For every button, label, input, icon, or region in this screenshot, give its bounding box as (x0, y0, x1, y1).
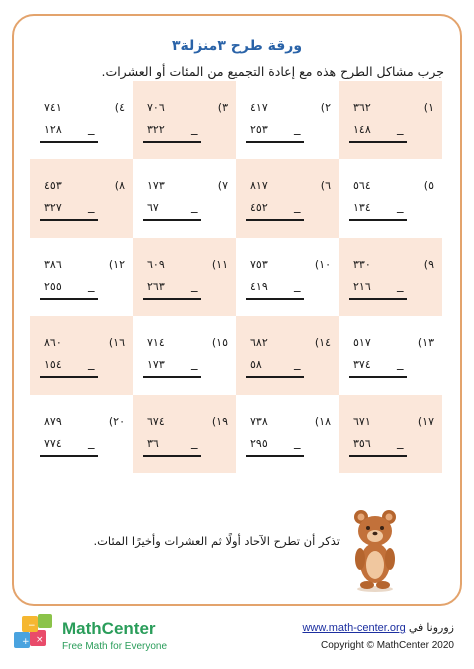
minuend: ٣٦٢ (353, 101, 371, 114)
minus-sign: _ (397, 434, 404, 450)
answer-line (349, 376, 407, 378)
problem-cell (133, 159, 236, 237)
answer-line (40, 376, 98, 378)
minus-sign: _ (191, 434, 198, 450)
problem-number: ١٩) (211, 414, 228, 428)
answer-line (246, 141, 304, 143)
answer-line (246, 298, 304, 300)
problem-cell (339, 316, 442, 394)
visit-line (302, 621, 454, 634)
problem-cell (30, 81, 133, 159)
minus-sign: _ (294, 121, 301, 136)
minus-sign: _ (397, 277, 404, 293)
subtrahend: ٢٥٣ (250, 123, 268, 136)
minus-sign: _ (397, 356, 404, 372)
problem-number: ١) (423, 101, 434, 114)
minuend: ٤١٧ (250, 101, 268, 114)
subtrahend: ٣٥٦ (353, 436, 371, 450)
minuend: ٦٠٩ (147, 257, 165, 271)
visit-label: زورونا في (408, 622, 454, 634)
minus-sign: _ (294, 277, 301, 293)
minuend: ٣٣٠ (353, 257, 371, 271)
site-link[interactable]: www.math-center.org (302, 622, 406, 634)
minus-sign: _ (88, 277, 95, 293)
problem-number: ١٧) (417, 414, 434, 428)
problem-cell (133, 81, 236, 159)
problem-cell (30, 395, 133, 473)
problem-cell (236, 81, 339, 159)
problem-number: ١٢) (108, 257, 125, 271)
copyright: Copyright © MathCenter 2020 (321, 640, 454, 651)
problem-cell (339, 395, 442, 473)
minuend: ٧٠٦ (147, 101, 165, 114)
problem-number: ١٨) (314, 414, 331, 428)
reminder-text: تذكر أن تطرح الآحاد أولًا ثم العشرات وأخيرًا المئات. (93, 534, 340, 548)
problem-number: ١١) (211, 257, 228, 271)
answer-line (40, 141, 98, 143)
subtrahend: ٧٧٤ (44, 436, 62, 450)
minuend: ٥٦٤ (353, 179, 371, 193)
problem-cell (236, 395, 339, 473)
brand-name: MathCenter (62, 619, 156, 638)
svg-text:+: + (22, 637, 30, 647)
minuend: ٧٣٨ (250, 414, 268, 428)
answer-line (246, 455, 304, 457)
minuend: ٥١٧ (353, 336, 371, 350)
problem-number: ٣) (217, 101, 228, 114)
subtrahend: ٦٧ (147, 201, 159, 215)
minus-sign: _ (88, 356, 95, 372)
problem-cell (339, 159, 442, 237)
answer-line (143, 141, 201, 143)
subtrahend: ٣٦ (147, 436, 159, 450)
minuend: ٦٧٤ (147, 414, 165, 428)
problem-number: ٢) (320, 101, 331, 114)
minus-sign: _ (397, 121, 404, 136)
subtrahend: ٤٥٢ (250, 201, 268, 215)
answer-line (143, 455, 201, 457)
answer-line (40, 219, 98, 221)
answer-line (349, 141, 407, 143)
problem-cell (133, 238, 236, 316)
subtrahend: ١٤٨ (353, 123, 371, 136)
answer-line (349, 219, 407, 221)
problem-cell (30, 238, 133, 316)
subtrahend: ٢١٦ (353, 279, 371, 293)
subtrahend: ٢٦٣ (147, 279, 165, 293)
answer-line (349, 455, 407, 457)
problem-cell (236, 238, 339, 316)
problem-cell (339, 81, 442, 159)
problem-cell (339, 238, 442, 316)
problem-number: ٤) (114, 101, 125, 114)
problem-cell (30, 159, 133, 237)
worksheet-instruction: جرب مشاكل الطرح هذه مع إعادة التجميع من المئات أو العشرات. (101, 64, 444, 79)
minus-sign: _ (397, 199, 404, 215)
minus-sign: _ (191, 356, 198, 372)
subtrahend: ١٣٤ (353, 201, 371, 215)
minus-sign: _ (294, 434, 301, 450)
subtrahend: ٥٨ (250, 358, 262, 372)
problem-number: ٩) (423, 257, 434, 271)
minus-sign: _ (88, 199, 95, 215)
subtrahend: ٢٥٥ (44, 279, 62, 293)
problem-cell (236, 159, 339, 237)
answer-line (143, 219, 201, 221)
problem-number: ٥) (423, 179, 434, 193)
minuend: ١٧٣ (147, 179, 165, 193)
minuend: ٦٨٢ (250, 336, 268, 350)
subtrahend: ٣٢٧ (44, 201, 62, 215)
subtrahend: ١٢٨ (44, 123, 62, 136)
problem-number: ٨) (114, 179, 125, 193)
subtrahend: ٣٢٢ (147, 123, 165, 136)
subtrahend: ٤١٩ (250, 279, 268, 293)
problem-number: ١٣) (417, 336, 434, 350)
minus-sign: _ (294, 356, 301, 372)
subtrahend: ٢٩٥ (250, 436, 268, 450)
subtrahend: ١٥٤ (44, 358, 62, 372)
minus-sign: _ (88, 121, 95, 136)
mathcenter-logo-icon (8, 612, 60, 662)
minuend: ٨٦٠ (44, 336, 62, 350)
svg-text:×: × (36, 635, 44, 645)
answer-line (143, 298, 201, 300)
minuend: ٦٧١ (353, 414, 371, 428)
minuend: ٧١٤ (147, 336, 165, 350)
minus-sign: _ (191, 277, 198, 293)
minuend: ٨٧٩ (44, 414, 62, 428)
minuend: ٨١٧ (250, 179, 268, 193)
problem-number: ٦) (320, 179, 331, 193)
minus-sign: _ (88, 434, 95, 450)
problem-cell (133, 316, 236, 394)
svg-text:−: − (28, 621, 36, 631)
answer-line (40, 298, 98, 300)
answer-line (40, 455, 98, 457)
problem-number: ٢٠) (108, 414, 125, 428)
problem-number: ١٦) (108, 336, 125, 350)
problem-cell (30, 316, 133, 394)
subtrahend: ٣٧٤ (353, 358, 371, 372)
subtrahend: ١٧٣ (147, 358, 165, 372)
answer-line (246, 219, 304, 221)
minuend: ٣٨٦ (44, 257, 62, 271)
answer-line (349, 298, 407, 300)
brand-tagline: Free Math for Everyone (62, 641, 168, 652)
minuend: ٤٥٣ (44, 179, 62, 193)
answer-line (143, 376, 201, 378)
minus-sign: _ (191, 199, 198, 215)
worksheet-title: ورقة طرح ٣منزلة٣ (171, 38, 303, 54)
problem-number: ١٤) (314, 336, 331, 350)
bear-illustration (346, 507, 404, 593)
problem-cell (236, 316, 339, 394)
problem-number: ١٠) (314, 257, 331, 271)
minuend: ٧٤١ (44, 101, 62, 114)
minus-sign: _ (191, 121, 198, 136)
problem-cell (133, 395, 236, 473)
problem-number: ١٥) (211, 336, 228, 350)
problem-grid (30, 81, 442, 473)
minuend: ٧٥٣ (250, 257, 268, 271)
problem-number: ٧) (217, 179, 228, 193)
minus-sign: _ (294, 199, 301, 215)
answer-line (246, 376, 304, 378)
